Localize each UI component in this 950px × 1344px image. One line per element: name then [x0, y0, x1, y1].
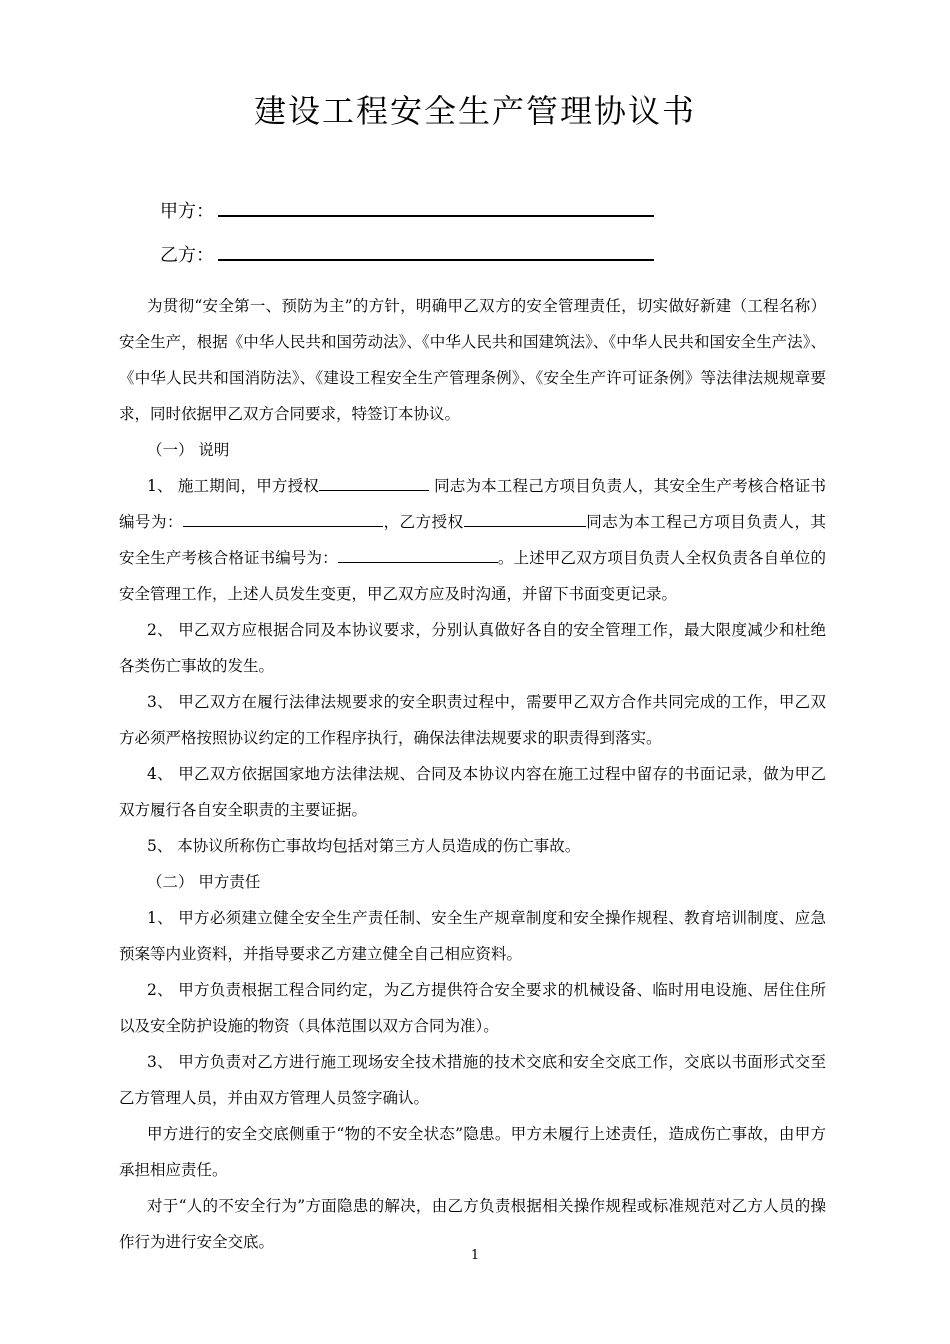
section1-item-4: 4、 甲乙双方依据国家地方法律法规、合同及本协议内容在施工过程中留存的书面记录，做为甲乙双方履行各自安全职责的主要证据。: [119, 765, 826, 819]
section1-item-3: 3、 甲乙双方在履行法律法规要求的安全职责过程中，需要甲乙双方合作共同完成的工作，甲乙双方必须严格按照协议约定的工作程序执行，确保法律法规要求的职责得到落实。: [119, 693, 826, 747]
party-b-blank-line: [218, 241, 654, 261]
section2-item-3: 3、 甲方负责对乙方进行施工现场安全技术措施的技术交底和安全交底工作，交底以书面形式交至乙方管理人员，并由双方管理人员签字确认。: [119, 1053, 826, 1107]
page-number: 1: [470, 1248, 480, 1263]
section2-item-1: 1、 甲方必须建立健全安全生产责任制、安全生产规章制度和安全操作规程、教育培训制度、应急预案等内业资料，并指导要求乙方建立健全自己相应资料。: [119, 909, 826, 963]
section-heading-explanation: （一） 说明: [147, 441, 230, 459]
party-a-manager-blank: [319, 475, 429, 491]
party-b-row: [160, 241, 654, 268]
party-b-manager-blank: [464, 511, 586, 527]
party-a-row: [160, 197, 654, 224]
section2-item-2: 2、 甲方负责根据工程合同约定，为乙方提供符合安全要求的机械设备、临时用电设施、居住住所以及安全防护设施的物资（具体范围以双方合同为准）。: [119, 981, 826, 1035]
item1-text-a: 1、 施工期间，甲方授权: [147, 477, 319, 495]
section2-paragraph-1: 甲方进行的安全交底侧重于“物的不安全状态”隐患。甲方未履行上述责任，造成伤亡事故，由甲方承担相应责任。: [119, 1125, 826, 1179]
item1-text-d: 同志为本工程己方项目负责人，其安全生产考核合格证书编号为：: [119, 513, 826, 567]
section2-paragraph-2: 对于“人的不安全行为”方面隐患的解决，由乙方负责根据相关操作规程或标准规范对乙方人员的操作行为进行安全交底。: [119, 1197, 826, 1251]
section1-item-5: 5、 本协议所称伤亡事故均包括对第三方人员造成的伤亡事故。: [147, 837, 581, 855]
party-a-blank-line: [218, 197, 654, 217]
section1-item-1: [119, 468, 826, 612]
item1-text-c: ，乙方授权: [383, 513, 464, 531]
party-b-certificate-blank: [338, 547, 498, 563]
document-body: [119, 288, 826, 1260]
party-b-label: 乙方：: [160, 245, 214, 266]
section-heading-party-a-duties: （二） 甲方责任: [147, 873, 261, 891]
party-a-certificate-blank: [183, 511, 383, 527]
party-a-label: 甲方：: [160, 201, 214, 222]
intro-paragraph: 为贯彻“安全第一、预防为主”的方针，明确甲乙双方的安全管理责任，切实做好新建（工程名称）安全生产，根据《中华人民共和国劳动法》、《中华人民共和国建筑法》、《中华人民共和国安全生产法》、《中华人民共和国消防法》、《建设工程安全生产管理条例》、《安全生产许可证条例》等法律法规规章要求，同时依据甲乙双方合同要求，特签订本协议。: [119, 297, 826, 423]
item1-text-b: 同志为本工程己方项目负责人，其安全生产考核合格证书编号为：: [119, 477, 826, 531]
document-title: 建设工程安全生产管理协议书: [253, 92, 696, 130]
item1-text-e: 。上述甲乙双方项目负责人全权负责各自单位的安全管理工作，上述人员发生变更，甲乙双方应及时沟通，并留下书面变更记录。: [119, 549, 826, 603]
section1-item-2: 2、 甲乙双方应根据合同及本协议要求，分别认真做好各自的安全管理工作，最大限度减少和杜绝各类伤亡事故的发生。: [119, 621, 826, 675]
